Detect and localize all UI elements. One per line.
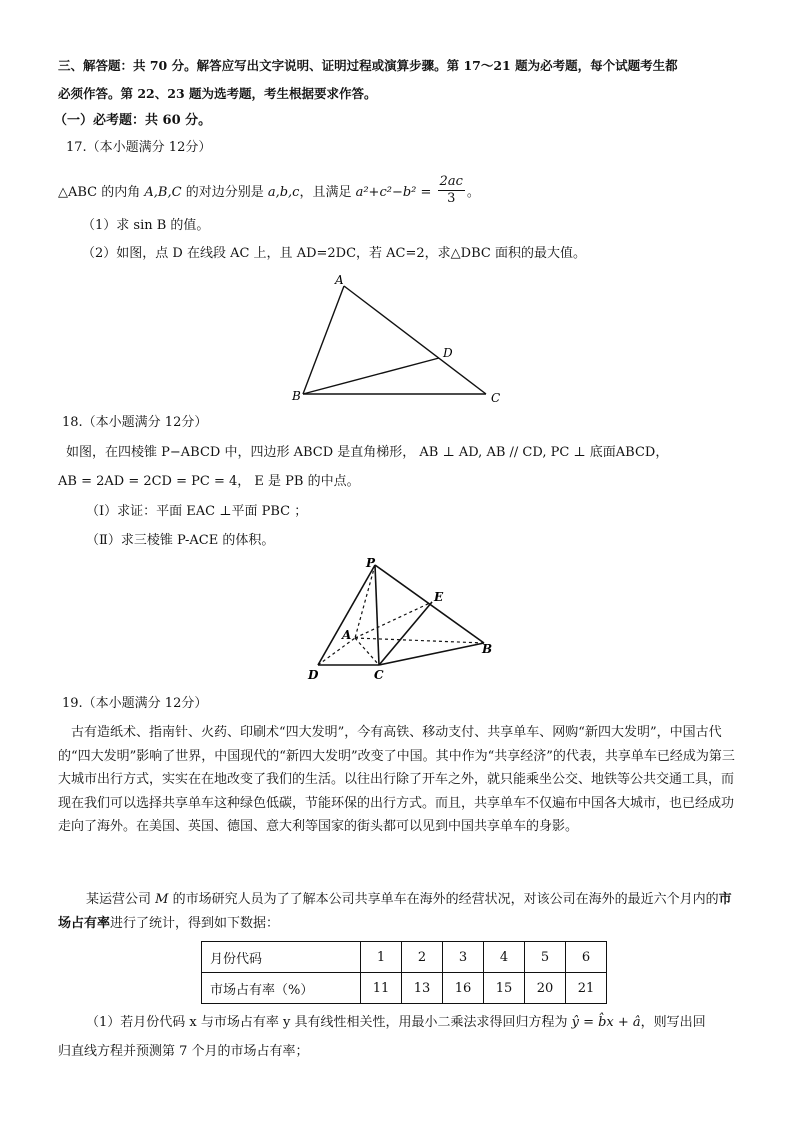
q17-stem-text-c: ，且满足 (299, 185, 356, 200)
edge-ab (355, 638, 484, 643)
q19-para2-text-c: 进行了统计，得到如下数据： (110, 915, 280, 931)
q17-stem-text-a: △ABC 的内角 (58, 185, 145, 200)
table-cell: 1 (361, 942, 402, 973)
q17-stem (58, 176, 480, 209)
table-cell: 11 (361, 973, 402, 1004)
q18-line1: 如图，在四棱锥 P−ABCD 中，四边形 ABCD 是直角梯形， AB ⊥ AD, AB // CD, PC ⊥ 底面ABCD， (66, 445, 669, 460)
table-cell: 20 (525, 973, 566, 1004)
label-b: B (292, 389, 301, 403)
edge-bd (303, 358, 439, 394)
edge-ac (355, 638, 379, 665)
q19-part1-text-a: （1）若月份代码 x 与市场占有率 y 具有线性相关性，用最小二乘法求得回归方程为 (86, 1015, 572, 1030)
q18-title: 18.（本小题满分 12分） (62, 415, 208, 430)
label-a: A (335, 273, 344, 287)
edge-ae (355, 602, 432, 638)
q17-fraction (438, 174, 465, 207)
label-c: C (374, 668, 384, 682)
q17-stem-end: 。 (466, 185, 480, 200)
q17-part1: （1）求 sin B 的值。 (82, 218, 210, 233)
q19-para2-text-a: 某运营公司 (86, 892, 156, 907)
market-share-table (201, 941, 607, 1004)
label-d: D (443, 346, 453, 360)
table-cell: 3 (443, 942, 484, 973)
q19-para2-company: M (155, 892, 169, 907)
table-cell: 16 (443, 973, 484, 1004)
q17-triangle-figure (285, 270, 515, 410)
label-c: C (491, 391, 501, 405)
edge-pd (318, 565, 375, 665)
q19-para2-bold: 市场占有率 (58, 892, 732, 931)
q19-part1-line2: 归直线方程并预测第 7 个月的市场占有率； (58, 1044, 309, 1059)
label-d: D (308, 668, 319, 682)
edge-ab (303, 286, 344, 394)
q17-stem-sides: a,b,c (267, 185, 300, 200)
q18-part2: （Ⅱ）求三棱锥 P-ACE 的体积。 (86, 533, 275, 548)
edge-pa (355, 565, 375, 638)
label-a: A (342, 628, 352, 642)
table-cell: 4 (484, 942, 525, 973)
table-cell: 6 (566, 942, 607, 973)
edge-da (318, 638, 355, 665)
section-heading-line1: 三、解答题：共 70 分。解答应写出文字说明、证明过程或演算步骤。第 17～21 题为必考题，每个试题考生都 (58, 58, 678, 73)
q19-part1 (86, 1013, 706, 1033)
table-cell: 13 (402, 973, 443, 1004)
q19-regression-equation: ŷ = b̂x + â (571, 1015, 641, 1030)
q17-fraction-numerator: 2ac (439, 174, 463, 189)
label-e: E (434, 590, 444, 604)
label-p: P (366, 556, 376, 570)
q17-stem-vars: A,B,C (144, 185, 182, 200)
q18-pyramid-figure (302, 555, 502, 685)
q19-paragraph2 (58, 888, 738, 935)
sub-heading: （一）必考题：共 60 分。 (54, 113, 212, 128)
table-row (202, 942, 607, 973)
q19-para2-text-b: 的市场研究人员为了了解本公司共享单车在海外的经营状况，对该公司在海外的最近六个月内的 (168, 892, 719, 907)
q18-line2: AB = 2AD = 2CD = PC = 4， E 是 PB 的中点。 (58, 474, 360, 489)
edge-pc (375, 565, 379, 665)
q18-part1: （Ⅰ）求证：平面 EAC ⊥平面 PBC ； (86, 504, 308, 519)
q17-stem-text-b: 的对边分别是 (181, 185, 268, 200)
q17-part2: （2）如图，点 D 在线段 AC 上，且 AD=2DC，若 AC=2，求△DBC 面积的最大值。 (82, 246, 586, 261)
section-heading-line2: 必须作答。第 22、23 题为选考题，考生根据要求作答。 (58, 86, 377, 101)
q19-paragraph1: 古有造纸术、指南针、火药、印刷术“四大发明”，今有高铁、移动支付、共享单车、网购“新四大发明”，中国古代的“四大发明”影响了世界，中国现代的“新四大发明”改变了中国。其中作为“共享经济”的代表，共享单车已经成为第三大城市出行方式，实实在在地改变了我们的生活。以往出行除了开车之外，就只能乘坐公交、地铁等公共交通工具，而现在我们可以选择共享单车这种绿色低碳，节能环保的出行方式。而且，共享单车不仅遍布中国各大城市，也已经成功走向了海外。在美国、英国、德国、意大利等国家的街头都可以见到中国共享单车的身影。 (58, 725, 735, 834)
label-b: B (482, 642, 493, 656)
q17-stem-equation: a²+c²−b² = (355, 185, 432, 200)
q17-title: 17.（本小题满分 12分） (66, 140, 212, 155)
table-cell: 21 (566, 973, 607, 1004)
table-header-month: 月份代码 (202, 942, 361, 973)
table-row (202, 973, 607, 1004)
table-header-share: 市场占有率（%） (202, 973, 361, 1004)
table-cell: 5 (525, 942, 566, 973)
table-cell: 2 (402, 942, 443, 973)
q19-title: 19.（本小题满分 12分） (62, 696, 208, 711)
q19-part1-text-b: ，则写出回 (640, 1015, 706, 1030)
q17-fraction-denominator: 3 (447, 191, 456, 206)
table-cell: 15 (484, 973, 525, 1004)
